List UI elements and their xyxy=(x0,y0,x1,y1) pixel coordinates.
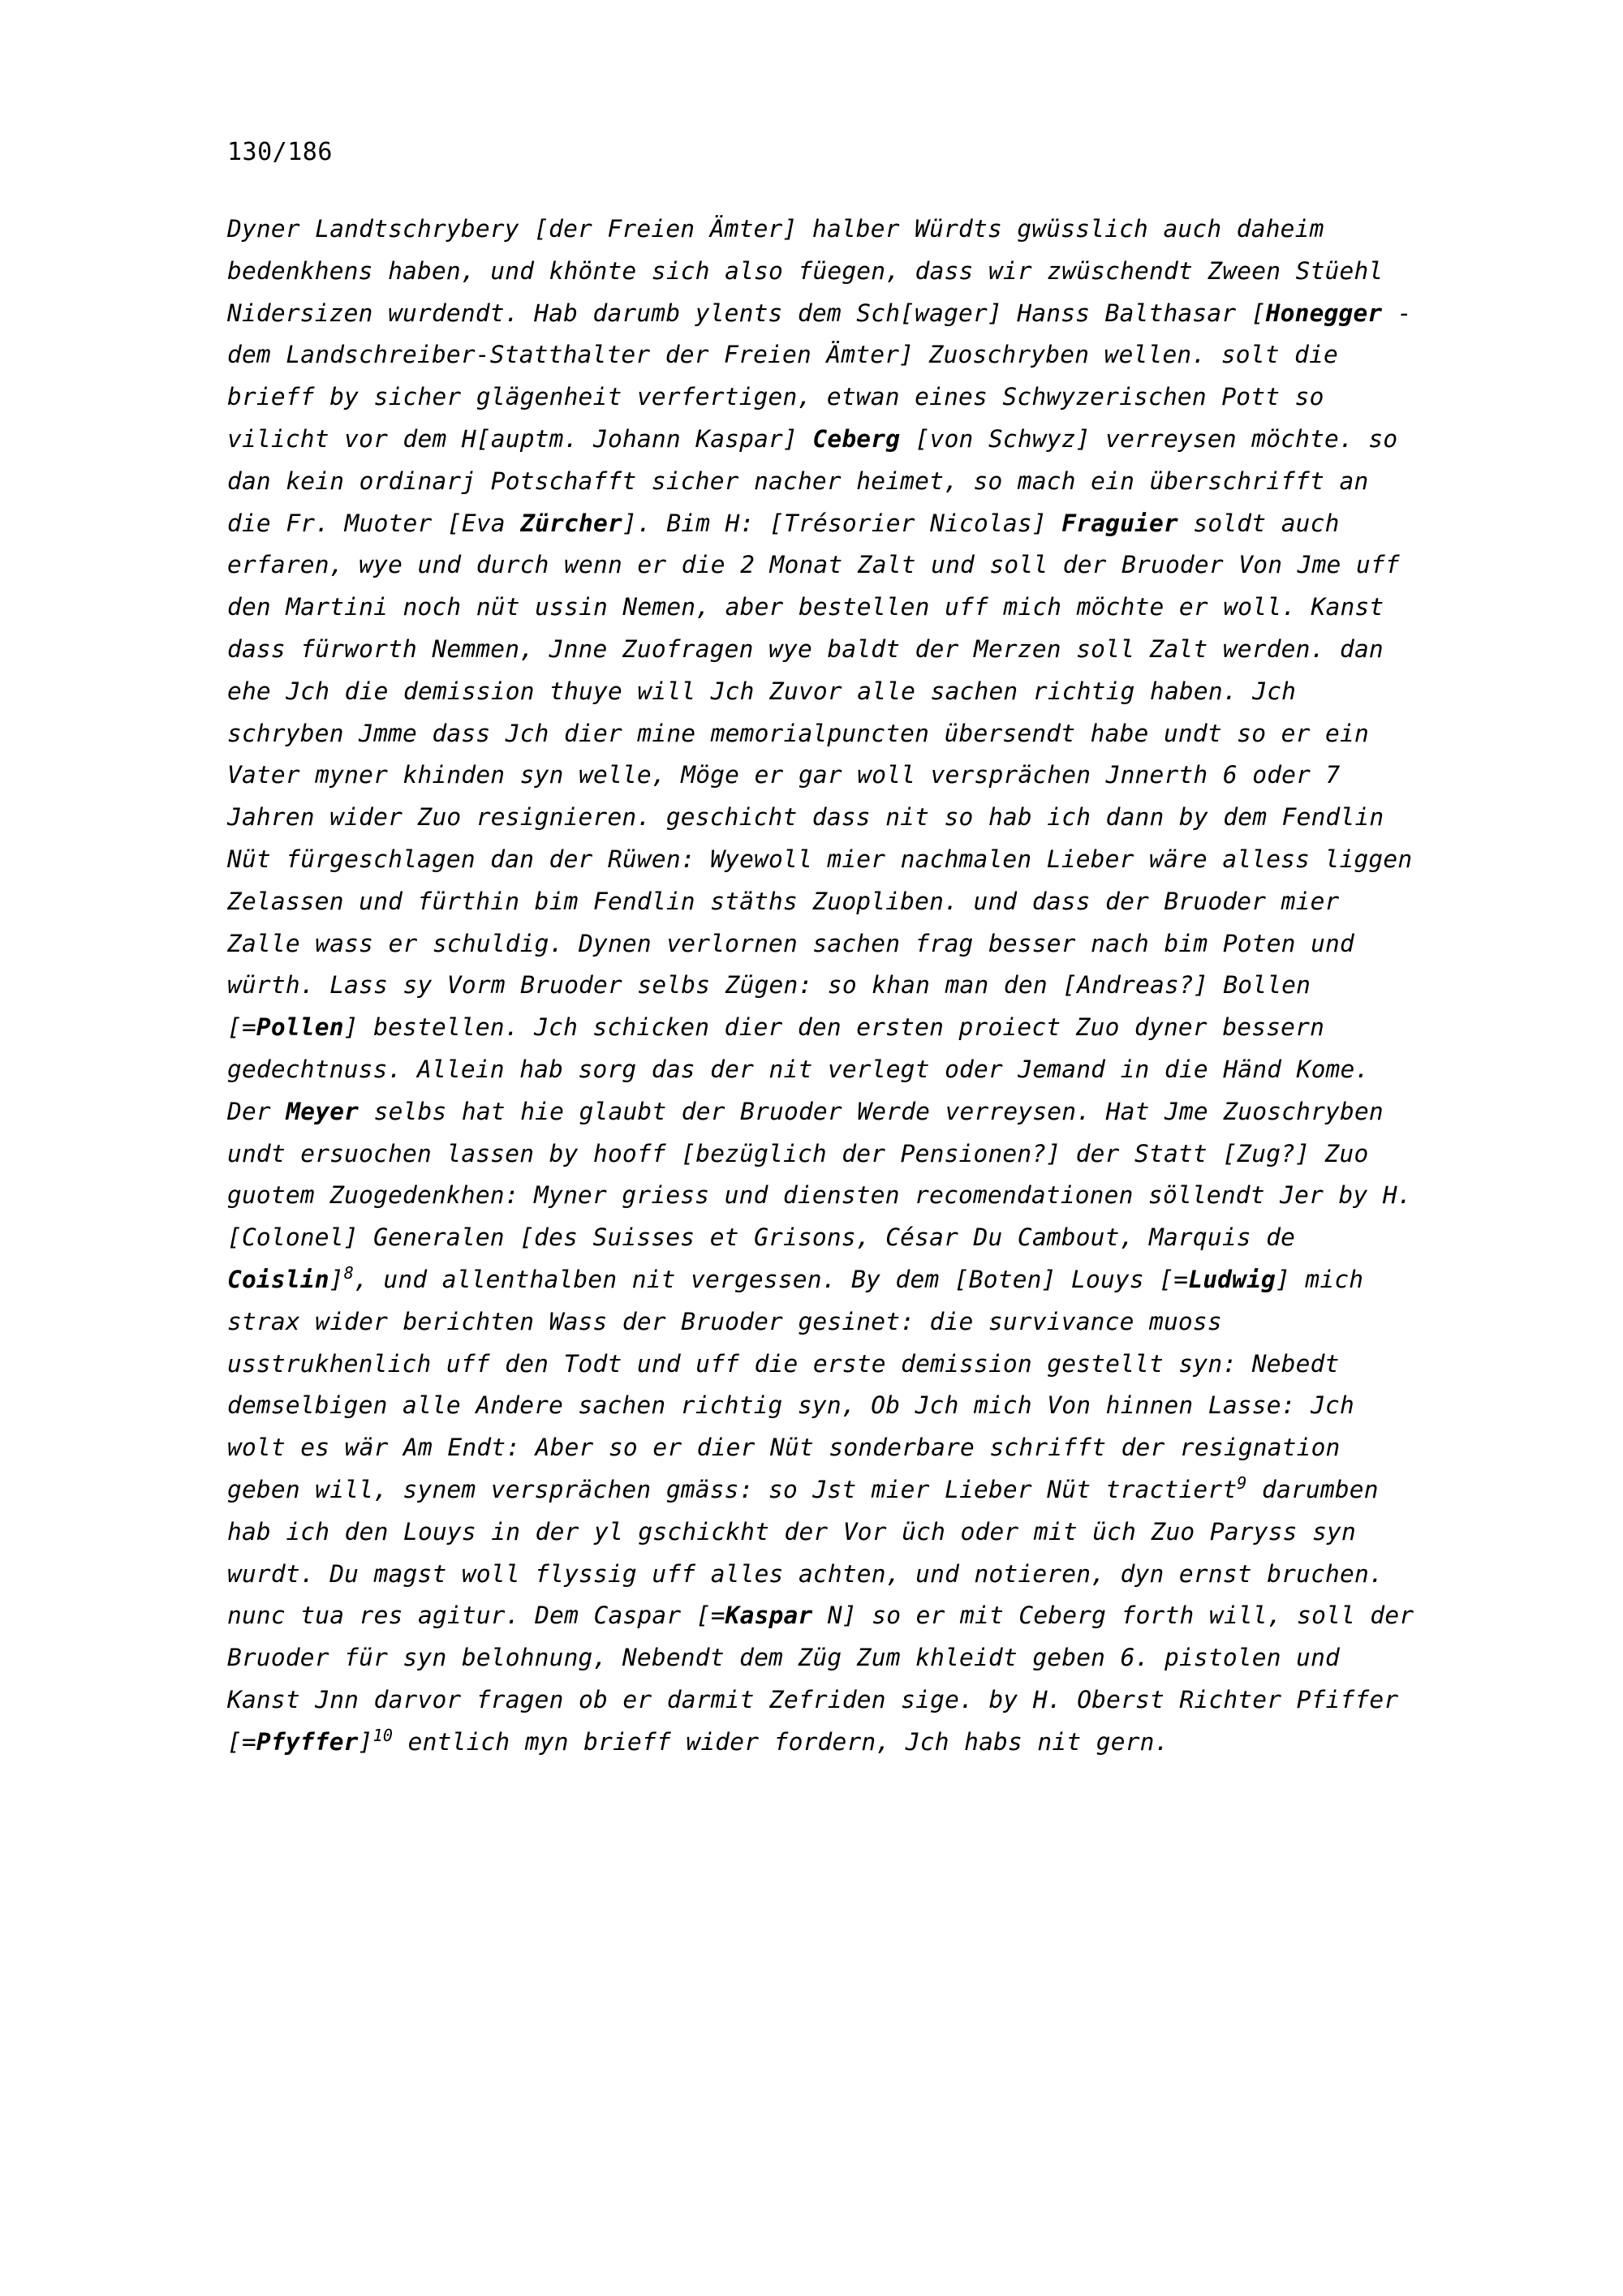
page-number: 130/186 xyxy=(227,138,333,166)
transcription-text: Dyner Landtschrybery [der Freien Ämter] halber Würdts gwüsslich auch daheim bedenkhens haben, und khönte sich also füegen, dass wir zwüschendt Zween Stüehl Nidersizen wurdendt. Hab darumb ylents dem Sch[wager] Hanss Balthasar [Honegger - dem Landschreiber-Statthalter der Freien Ämter] Zuoschryben wellen. solt die brieff by sicher glägenheit verfertigen, etwan eines Schwyzerischen Pott so vilicht vor dem H[auptm. Johann Kaspar] Ceberg [von Schwyz] verreysen möchte. so dan kein ordinarj Potschafft sicher nacher heimet, so mach ein überschrifft an die Fr. Muoter [Eva Zürcher]. Bim H: [Trésorier Nicolas] Fraguier soldt auch erfaren, wye und durch wenn er die 2 Monat Zalt und soll der Bruoder Von Jme uff den Martini noch nüt ussin Nemen, aber bestellen uff mich möchte er woll. Kanst dass fürworth Nemmen, Jnne Zuofragen wye baldt der Merzen soll Zalt werden. dan ehe Jch die demission thuye will Jch Zuvor alle sachen richtig haben. Jch schryben Jmme dass Jch dier mine memorialpuncten übersendt habe undt so er ein Vater myner khinden syn welle, Möge er gar woll versprächen Jnnerth 6 oder 7 Jahren wider Zuo resignieren. geschicht dass nit so hab ich dann by dem Fendlin Nüt fürgeschlagen dan der Rüwen: Wyewoll mier nachmalen Lieber wäre alless liggen Zelassen und fürthin bim Fendlin stäths Zuopliben. und dass der Bruoder mier Zalle wass er schuldig. Dynen verlornen sachen frag besser nach bim Poten und würth. Lass sy Vorm Bruoder selbs Zügen: so khan man den [Andreas?] Bollen [=Pollen] bestellen. Jch schicken dier den ersten proiect Zuo dyner bessern gedechtnuss. Allein hab sorg das der nit verlegt oder Jemand in die Händ Kome. Der Meyer selbs hat hie glaubt der Bruoder Werde verreysen. Hat Jme Zuoschryben undt ersuochen lassen by hooff [bezüglich der Pensionen?] der Statt [Zug?] Zuo guotem Zuogedenkhen: Myner griess und diensten recomendationen söllendt Jer by H. [Colonel] Generalen [des Suisses et Grisons, César Du Cambout, Marquis de Coislin]$^8$, und allenthalben nit vergessen. By dem [Boten] Louys [=Ludwig] mich strax wider berichten Wass der Bruoder gesinet: die survivance muoss usstrukhenlich uff den Todt und uff die erste demission gestellt syn: Nebedt demselbigen alle Andere sachen richtig syn, Ob Jch mich Von hinnen Lasse: Jch wolt es wär Am Endt: Aber so er dier Nüt sonderbare schrifft der resignation geben will, synem versprächen gmäss: so Jst mier Lieber Nüt tractiert$^9$ darumben hab ich den Louys in der yl gschickht der Vor üch oder mit üch Zuo Paryss syn wurdt. Du magst woll flyssig uff alles achten, und notieren, dyn ernst bruchen. nunc tua res agitur. Dem Caspar [=Kaspar N] so er mit Ceberg forth will, soll der Bruoder für syn belohnung, Nebendt dem Züg Zum khleidt geben 6. pistolen und Kanst Jnn darvor fragen ob er darmit Zefriden sige. by H. Oberst Richter Pfiffer [=Pfyffer]$^{10}$ entlich myn brieff wider fordern, Jch habs nit gern. xyxy=(227,215,1429,1756)
